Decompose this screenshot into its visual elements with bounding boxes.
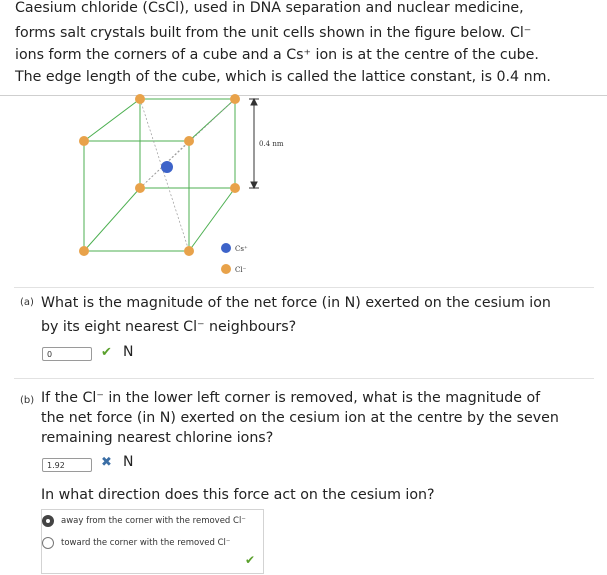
part-b-unit: N	[123, 454, 134, 470]
part-a-unit: N	[123, 344, 134, 360]
options-check-icon: ✔	[245, 553, 256, 567]
part-a-question-line-1: What is the magnitude of the net force (in N) exerted on the cesium ion	[41, 295, 551, 311]
part-b-answer-input[interactable]: 1.92	[42, 458, 92, 472]
legend-cs-icon	[221, 243, 231, 253]
part-b-question-line-1: If the Cl⁻ in the lower left corner is removed, what is the magnitude of	[41, 390, 541, 406]
incorrect-x-icon: ✖	[101, 455, 112, 470]
part-b-label: (b)	[20, 395, 35, 406]
option-toward-radio[interactable]	[42, 537, 54, 549]
option-toward-label[interactable]: toward the corner with the removed Cl⁻	[61, 538, 231, 548]
divider	[14, 378, 594, 379]
dimension-label: 0.4 nm	[259, 140, 284, 148]
cl-ion	[230, 94, 240, 104]
problem-intro	[0, 0, 607, 96]
cl-ion	[79, 246, 89, 256]
correct-check-icon: ✔	[101, 345, 112, 360]
cl-ion	[135, 183, 145, 193]
unit-cell-figure	[60, 88, 290, 278]
cube-edges	[84, 99, 235, 251]
intro-line-3: ions form the corners of a cube and a Cs⁺ ion is at the centre of the cube.	[15, 47, 539, 63]
legend-cl-icon	[221, 264, 231, 274]
part-a-label: (a)	[20, 297, 34, 308]
dimension-marker	[249, 99, 259, 188]
body-diagonals	[140, 99, 235, 251]
cl-ion	[184, 246, 194, 256]
cl-ion	[184, 136, 194, 146]
cl-ion	[230, 183, 240, 193]
cl-ion	[79, 136, 89, 146]
cl-ion	[135, 94, 145, 104]
direction-question: In what direction does this force act on the cesium ion?	[41, 487, 435, 503]
divider	[14, 287, 594, 288]
cs-ion	[161, 161, 173, 173]
option-away-label[interactable]: away from the corner with the removed Cl⁻	[61, 516, 246, 526]
intro-line-1: Caesium chloride (CsCl), used in DNA separation and nuclear medicine,	[15, 0, 524, 16]
part-a-answer-input[interactable]: 0	[42, 347, 92, 361]
part-b-question-line-3: remaining nearest chlorine ions?	[41, 430, 274, 446]
intro-line-4: The edge length of the cube, which is called the lattice constant, is 0.4 nm.	[15, 69, 551, 85]
intro-line-2: forms salt crystals built from the unit cells shown in the figure below. Cl⁻	[15, 25, 532, 41]
cl-ions	[79, 94, 240, 256]
legend-cl-label: Cl⁻	[235, 266, 247, 274]
option-away-radio[interactable]	[42, 515, 54, 527]
legend-cs-label: Cs⁺	[235, 245, 248, 253]
part-b-question-line-2: the net force (in N) exerted on the cesium ion at the centre by the seven	[41, 410, 559, 426]
part-a-question-line-2: by its eight nearest Cl⁻ neighbours?	[41, 319, 297, 335]
